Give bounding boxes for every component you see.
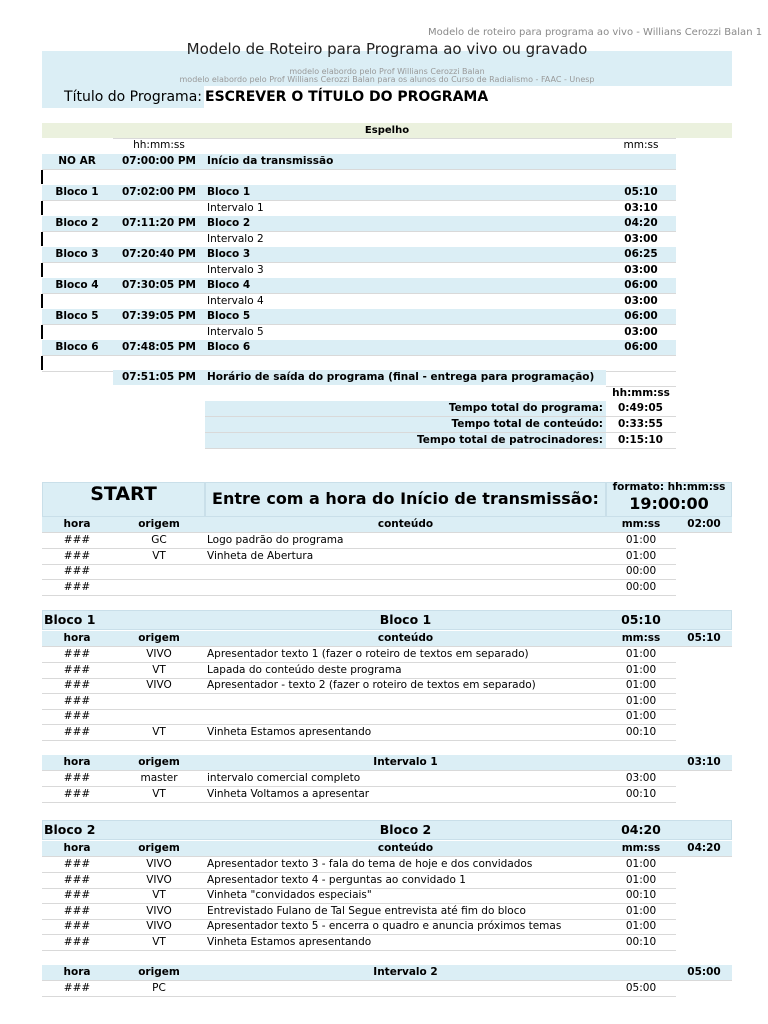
espelho-row-time — [113, 356, 205, 371]
bloco-title-dur: 05:10 — [621, 612, 661, 627]
start-time[interactable]: 19:00:00 — [629, 494, 709, 513]
bloco-title-left: Bloco 1 — [44, 612, 96, 627]
row-hora: ### — [63, 549, 91, 562]
espelho-col-dur: mm:ss — [623, 139, 659, 151]
row-origem: PC — [152, 982, 166, 994]
row-hora: ### — [63, 580, 91, 593]
row-marker — [41, 294, 43, 308]
row-hora: ### — [63, 982, 91, 994]
espelho-row-dur: 03:00 — [624, 294, 658, 307]
row-dur[interactable]: 03:00 — [625, 772, 657, 784]
row-hora: ### — [63, 534, 91, 546]
totals-header: hh:mm:ss — [612, 387, 670, 399]
bloco-title-left: Bloco 2 — [44, 822, 96, 837]
row-dur[interactable]: 00:10 — [625, 935, 657, 948]
espelho-row-label: Bloco 2 — [55, 217, 99, 229]
espelho-row-desc: Intervalo 1 — [207, 201, 264, 214]
row-origem — [113, 694, 205, 709]
espelho-row-desc: Bloco 2 — [207, 217, 251, 229]
espelho-row-desc — [205, 356, 605, 371]
row-origem: VT — [152, 935, 166, 948]
row-conteudo[interactable]: Vinheta Estamos apresentando — [207, 935, 372, 948]
espelho-row-label — [42, 263, 112, 278]
row-conteudo[interactable]: Apresentador texto 5 - encerra o quadro e anuncia próximos temas — [207, 920, 562, 932]
row-dur[interactable]: 01:00 — [625, 549, 657, 562]
row-origem: VT — [152, 725, 166, 738]
col-mmss: mm:ss — [621, 842, 661, 854]
row-dur[interactable]: 00:10 — [625, 787, 657, 800]
espelho-row-dur: 03:10 — [624, 201, 658, 214]
espelho-row-time — [113, 170, 205, 185]
espelho-row-desc: Intervalo 4 — [207, 294, 264, 307]
row-hora: ### — [63, 772, 91, 784]
espelho-row-desc: Bloco 6 — [207, 341, 251, 353]
row-dur[interactable]: 01:00 — [625, 534, 657, 546]
col-origem: origem — [138, 632, 180, 644]
saida-label: Horário de saída do programa (final - entrega para programação) — [207, 371, 595, 383]
row-origem: VT — [152, 889, 166, 901]
col-origem: origem — [138, 842, 180, 854]
col-origem: origem — [138, 966, 180, 978]
espelho-row-desc — [205, 170, 605, 185]
espelho-row-desc: Início da transmissão — [207, 155, 334, 167]
row-hora: ### — [63, 889, 91, 901]
subtitle-1: modelo elabordo pelo Prof Willians Cerozzi Balan — [289, 67, 485, 76]
espelho-row-time: 07:00:00 PM — [121, 155, 197, 167]
row-hora: ### — [63, 935, 91, 948]
row-dur[interactable]: 01:00 — [625, 873, 657, 886]
row-hora: ### — [63, 725, 91, 738]
row-dur[interactable]: 01:00 — [625, 920, 657, 932]
row-hora: ### — [63, 710, 91, 722]
row-origem: GC — [151, 534, 167, 546]
row-origem: VT — [152, 549, 166, 562]
section-total: 05:00 — [687, 966, 721, 978]
bloco-title-center: Bloco 1 — [379, 612, 432, 627]
row-hora: ### — [63, 565, 91, 577]
espelho-row-label: Bloco 6 — [55, 341, 99, 353]
col-origem: origem — [138, 518, 180, 530]
espelho-row-desc: Bloco 1 — [207, 186, 251, 198]
row-conteudo[interactable]: Vinheta Estamos apresentando — [207, 725, 372, 738]
row-conteudo[interactable]: Apresentador texto 3 - fala do tema de hoje e dos convidados — [207, 858, 533, 870]
row-dur[interactable]: 01:00 — [625, 710, 657, 722]
row-origem: VIVO — [146, 648, 172, 660]
total-label: Tempo total do programa: — [448, 402, 603, 414]
espelho-row-desc: Intervalo 2 — [207, 232, 264, 245]
row-hora: ### — [63, 787, 91, 800]
espelho-row-dur — [606, 154, 676, 169]
total-value: 0:15:10 — [618, 434, 663, 446]
espelho-title: Espelho — [42, 123, 732, 138]
row-conteudo[interactable]: Entrevistado Fulano de Tal Segue entrevista até fim do bloco — [207, 904, 526, 917]
section-total: 05:10 — [687, 632, 721, 644]
row-divider — [113, 138, 676, 139]
espelho-row-dur: 06:00 — [624, 279, 658, 291]
espelho-row-time: 07:39:05 PM — [121, 310, 197, 322]
row-conteudo[interactable] — [205, 709, 606, 724]
espelho-col-time: hh:mm:ss — [133, 139, 185, 151]
col-hora: hora — [63, 756, 91, 768]
total-value: 0:49:05 — [618, 402, 663, 414]
total-value: 0:33:55 — [618, 418, 663, 430]
espelho-row-time: 07:30:05 PM — [121, 279, 197, 291]
row-conteudo[interactable]: Apresentador texto 4 - perguntas ao convidado 1 — [207, 873, 466, 886]
col-conteudo: conteúdo — [377, 518, 434, 530]
espelho-row-time — [113, 325, 205, 340]
row-divider — [42, 740, 676, 741]
espelho-row-label — [42, 170, 112, 185]
row-dur[interactable]: 00:10 — [625, 889, 657, 901]
col-hora: hora — [63, 842, 91, 854]
row-origem: VIVO — [146, 679, 172, 691]
espelho-row-label — [42, 232, 112, 247]
row-conteudo[interactable] — [205, 981, 606, 996]
row-hora: ### — [63, 648, 91, 660]
col-origem: origem — [138, 756, 180, 768]
col-conteudo: conteúdo — [377, 842, 434, 854]
espelho-row-time — [113, 263, 205, 278]
espelho-row-time: 07:48:05 PM — [121, 341, 197, 353]
col-mmss: mm:ss — [621, 518, 661, 530]
row-origem: VIVO — [146, 920, 172, 932]
row-conteudo[interactable] — [205, 694, 606, 709]
espelho-row-time — [113, 232, 205, 247]
row-origem — [113, 580, 205, 595]
row-conteudo[interactable]: Apresentador - texto 2 (fazer o roteiro de textos em separado) — [207, 679, 536, 691]
row-hora: ### — [63, 663, 91, 676]
col-hora: hora — [63, 966, 91, 978]
row-divider — [606, 386, 676, 387]
subtitle-2: modelo elabordo pelo Prof Willians Cerozzi Balan para os alunos do Curso de Radialismo - FAAC - Unesp — [179, 75, 595, 84]
espelho-row-label: Bloco 5 — [55, 310, 99, 322]
col-hora: hora — [63, 632, 91, 644]
espelho-row-label: Bloco 3 — [55, 248, 99, 260]
espelho-row-dur — [606, 170, 676, 185]
row-dur[interactable]: 00:00 — [625, 580, 657, 593]
espelho-row-dur — [606, 356, 676, 371]
espelho-row-label: Bloco 1 — [55, 186, 99, 198]
espelho-row-desc: Bloco 5 — [207, 310, 251, 322]
espelho-row-desc: Intervalo 5 — [207, 325, 264, 338]
start-label: START — [90, 483, 157, 505]
row-conteudo[interactable]: Lapada do conteúdo deste programa — [207, 663, 402, 676]
espelho-row-dur: 04:20 — [624, 217, 658, 229]
bloco-title-dur: 04:20 — [621, 822, 661, 837]
page-header: Modelo de roteiro para programa ao vivo - Willians Cerozzi Balan 1 — [428, 27, 763, 38]
row-dur[interactable]: 05:00 — [625, 982, 657, 994]
espelho-row-label — [42, 294, 112, 309]
col-conteudo: conteúdo — [377, 632, 434, 644]
row-origem: VIVO — [146, 873, 172, 886]
saida-time: 07:51:05 PM — [121, 371, 197, 383]
row-divider — [42, 996, 676, 997]
row-conteudo[interactable] — [205, 564, 606, 579]
row-origem: VIVO — [146, 858, 172, 870]
espelho-row-dur: 06:00 — [624, 341, 658, 353]
col-hora: hora — [63, 518, 91, 530]
row-marker — [41, 170, 43, 184]
espelho-row-label — [42, 325, 112, 340]
espelho-row-dur: 06:25 — [624, 248, 658, 260]
row-dur[interactable]: 00:00 — [625, 565, 657, 577]
program-title-label: Título do Programa: — [64, 89, 202, 105]
espelho-row-time — [113, 201, 205, 216]
espelho-row-desc: Bloco 4 — [207, 279, 251, 291]
total-label: Tempo total de patrocinadores: — [417, 434, 603, 446]
row-divider — [42, 950, 676, 951]
row-conteudo[interactable]: intervalo comercial completo — [207, 772, 361, 784]
row-dur[interactable]: 01:00 — [625, 679, 657, 691]
row-divider — [42, 595, 676, 596]
row-hora: ### — [63, 904, 91, 917]
row-conteudo[interactable]: Vinheta Voltamos a apresentar — [207, 787, 370, 800]
total-label: Tempo total de conteúdo: — [451, 418, 603, 430]
intervalo-title: Intervalo 2 — [373, 966, 438, 978]
row-hora: ### — [63, 873, 91, 886]
espelho-row-desc: Intervalo 3 — [207, 263, 264, 276]
row-conteudo[interactable]: Logo padrão do programa — [207, 534, 344, 546]
row-dur[interactable]: 01:00 — [625, 858, 657, 870]
bloco-title-center: Bloco 2 — [379, 822, 432, 837]
row-divider — [42, 802, 676, 803]
row-marker — [41, 232, 43, 246]
espelho-row-time: 07:20:40 PM — [121, 248, 197, 260]
row-origem — [113, 709, 205, 724]
espelho-row-time: 07:02:00 PM — [121, 186, 197, 198]
row-dur[interactable]: 01:00 — [625, 663, 657, 676]
row-dur[interactable]: 01:00 — [625, 648, 657, 660]
espelho-row-dur: 03:00 — [624, 263, 658, 276]
espelho-row-time: 07:11:20 PM — [121, 217, 197, 229]
row-hora: ### — [63, 679, 91, 691]
row-origem: VT — [152, 787, 166, 800]
espelho-row-label — [42, 356, 112, 371]
row-hora: ### — [63, 694, 91, 707]
row-marker — [41, 201, 43, 215]
espelho-row-label: Bloco 4 — [55, 279, 99, 291]
row-marker — [41, 263, 43, 277]
espelho-row-desc: Bloco 3 — [207, 248, 251, 260]
section-total: 04:20 — [687, 842, 721, 854]
document-title: Modelo de Roteiro para Programa ao vivo ou gravado — [186, 40, 588, 58]
row-origem: master — [140, 772, 178, 784]
row-conteudo[interactable]: Vinheta "convidados especiais" — [207, 889, 372, 901]
row-origem: VIVO — [146, 904, 172, 917]
espelho-row-dur: 05:10 — [624, 186, 658, 198]
espelho-row-dur: 03:00 — [624, 232, 658, 245]
espelho-row-time — [113, 294, 205, 309]
row-conteudo[interactable] — [205, 580, 606, 595]
row-dur[interactable]: 01:00 — [625, 694, 657, 707]
col-mmss: mm:ss — [621, 632, 661, 644]
intervalo-title: Intervalo 1 — [373, 756, 438, 768]
espelho-row-label: NO AR — [58, 155, 96, 167]
section-total: 03:10 — [687, 756, 721, 768]
espelho-row-label — [42, 201, 112, 216]
espelho-row-dur: 03:00 — [624, 325, 658, 338]
row-conteudo[interactable]: Apresentador texto 1 (fazer o roteiro de textos em separado) — [207, 648, 529, 660]
row-marker — [41, 325, 43, 339]
row-marker — [41, 356, 43, 370]
row-dur[interactable]: 01:00 — [625, 904, 657, 917]
row-origem — [113, 564, 205, 579]
row-origem: VT — [152, 663, 166, 676]
row-conteudo[interactable]: Vinheta de Abertura — [207, 549, 314, 562]
row-hora: ### — [63, 920, 91, 932]
start-entre: Entre com a hora do Início de transmissão: — [212, 489, 599, 508]
row-dur[interactable]: 00:10 — [625, 725, 657, 738]
row-divider — [205, 448, 676, 449]
section-total: 02:00 — [687, 518, 721, 530]
start-formato: formato: hh:mm:ss — [612, 481, 726, 493]
espelho-row-dur: 06:00 — [624, 310, 658, 322]
program-title-value[interactable]: ESCREVER O TÍTULO DO PROGRAMA — [205, 89, 489, 105]
row-hora: ### — [63, 858, 91, 870]
